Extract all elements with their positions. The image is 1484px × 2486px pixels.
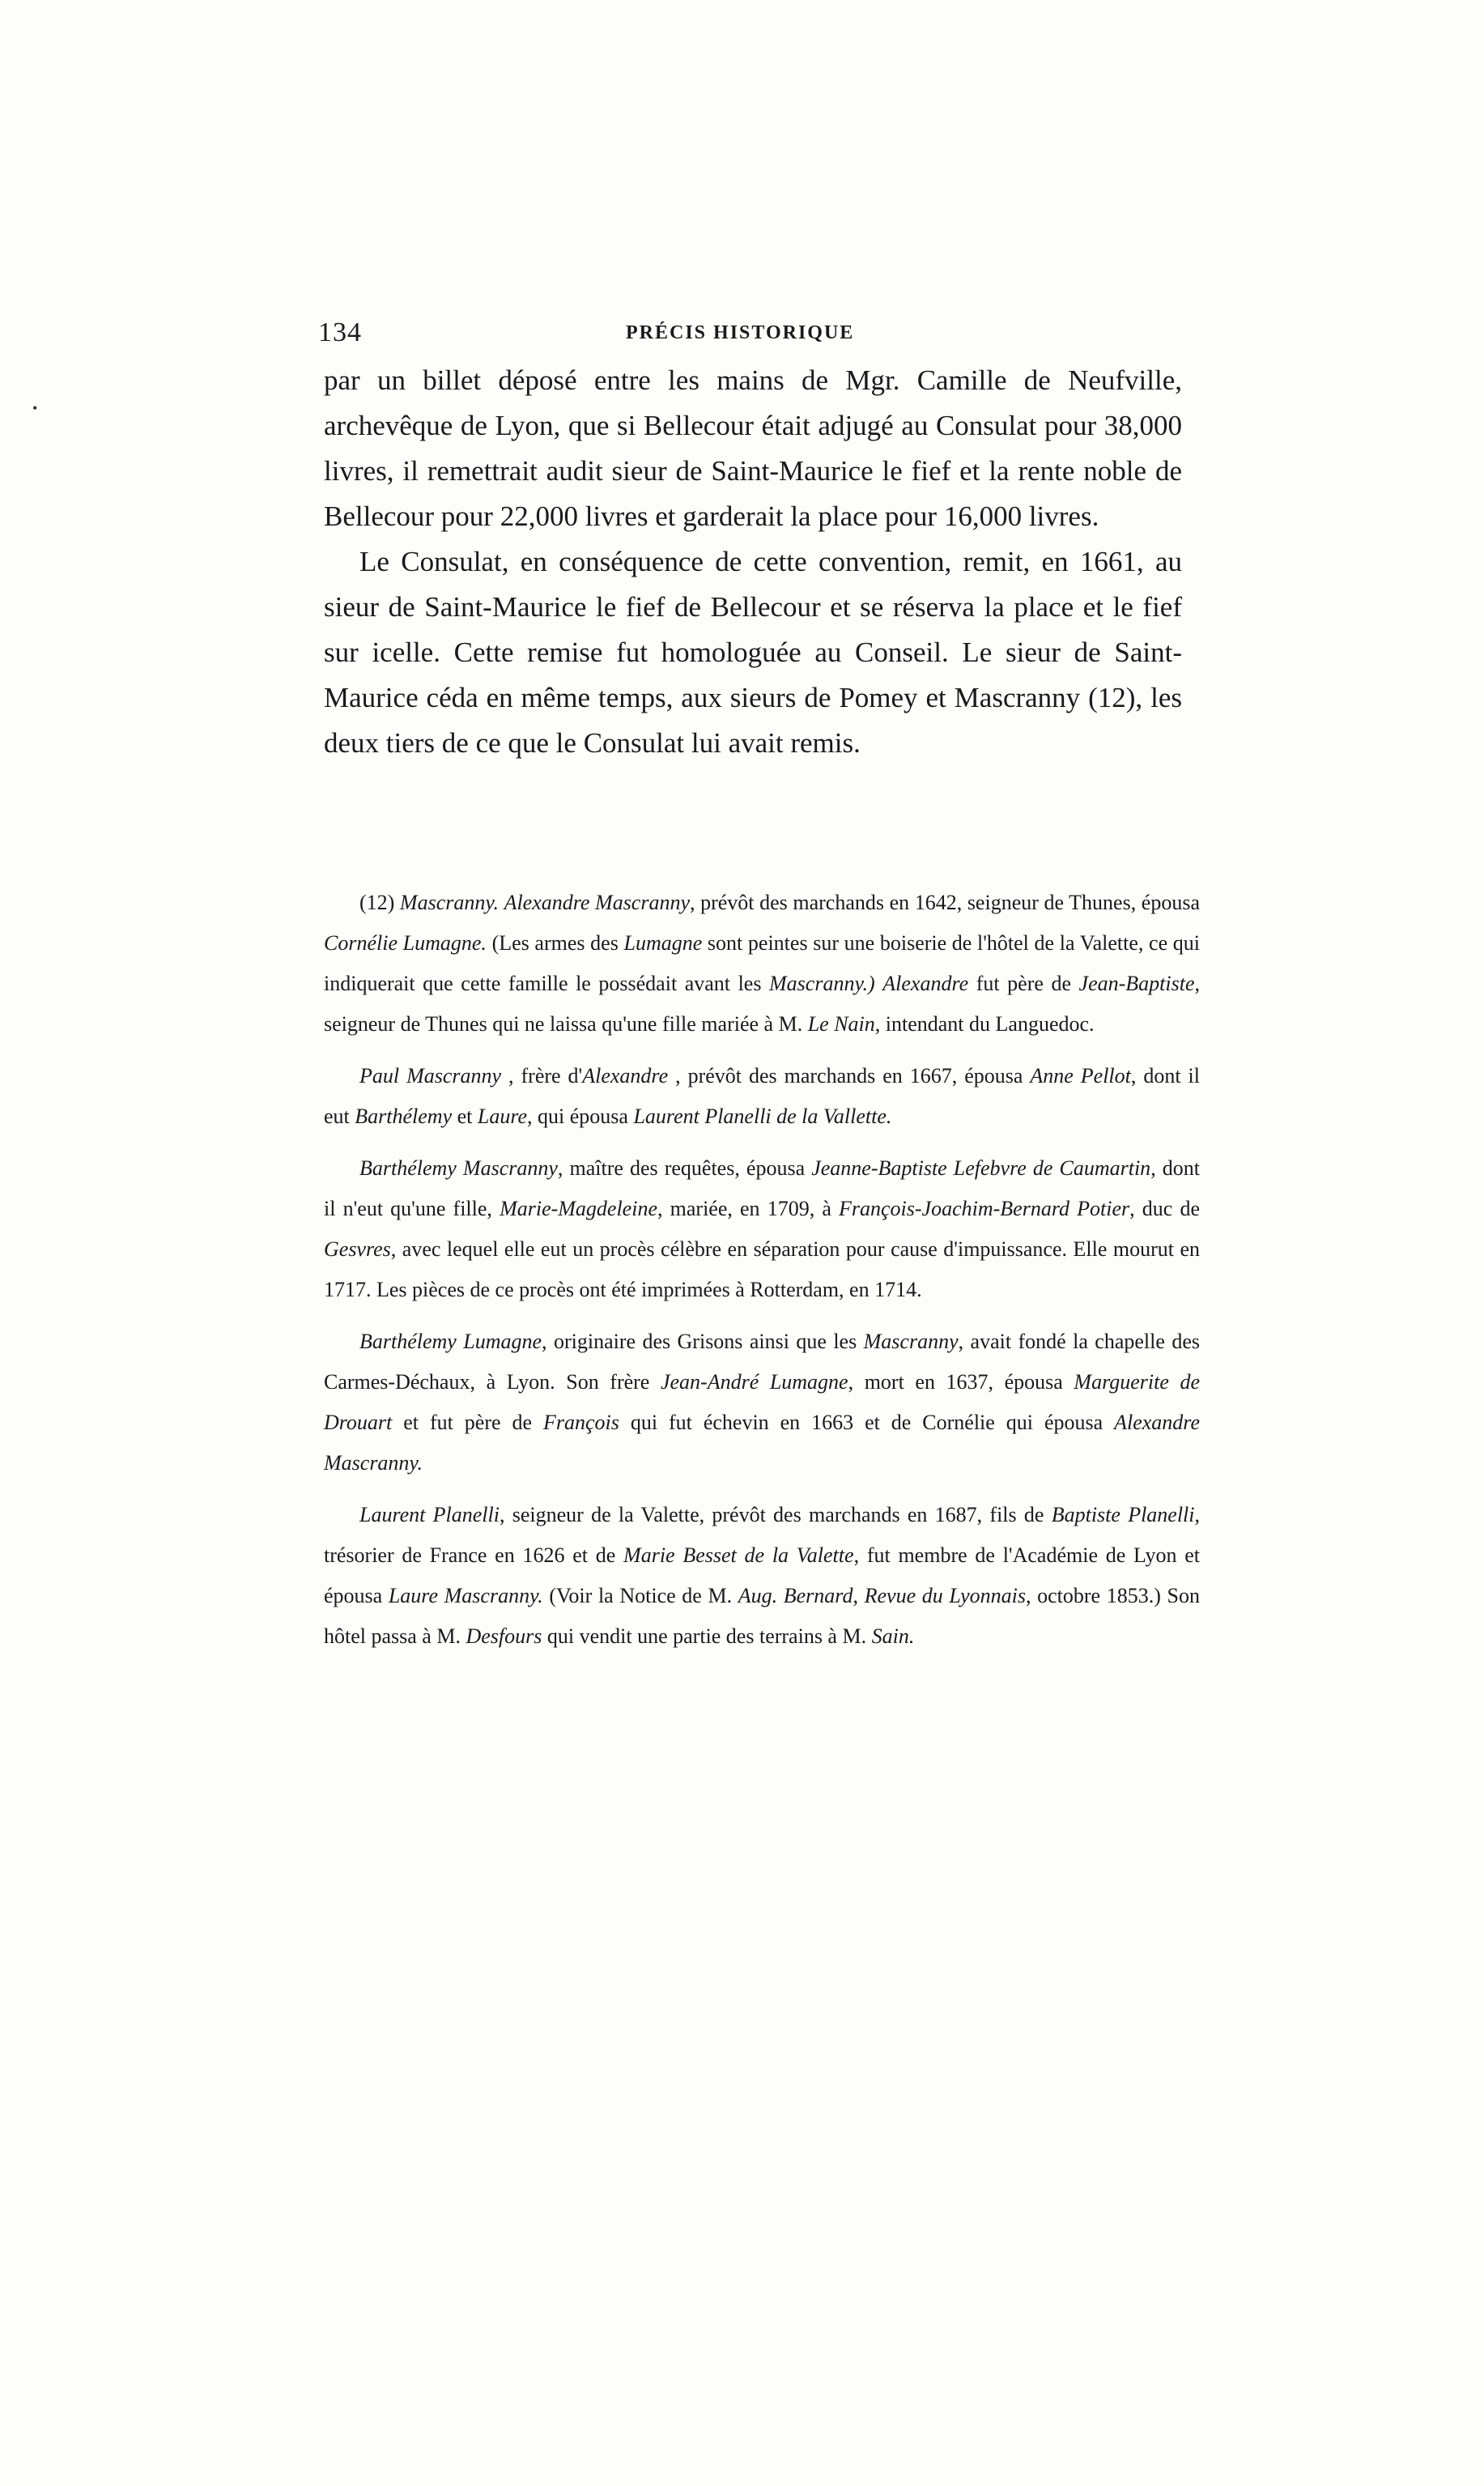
footnote-italic-run: Paul Mascranny [359,1064,502,1088]
footnote-italic-run: Laurent Planelli de la Vallette. [633,1105,892,1128]
footnote-text-run: (Voir la Notice de M. [542,1584,738,1607]
body-paragraph: par un billet déposé entre les mains de Mgr. Camille de Neufville, archevêque de Lyon, que si Bellecour était adjugé au Consulat pour 38,000 livres, il remettrait audit sieur de Saint-Maurice le fief et la rente noble de Bellecour pour 22,000 livres et garderait la place pour 16,000 livres. [324,364,1182,532]
footnote-italic-run: Alexandre Mascranny [504,891,691,914]
footnote-text-run: , qui épousa [527,1105,634,1128]
footnote-text-run: , dont il eut [324,1064,1200,1128]
footnote-text-run: , octobre 1853.) Son hôtel passa à M. [324,1584,1200,1648]
body-paragraph: Le Consulat, en conséquence de cette convention, remit, en 1661, au sieur de Saint-Maurice le fief de Bellecour et se réserva la place et le fief sur icelle. Cette remise fut homologuée au Conseil. Le sieur de Saint-Maurice céda en même temps, aux sieurs de Pomey et Mascranny (12), les deux tiers de ce que le Consulat lui avait remis. [324,546,1182,759]
footnote-text-run: , dont il n'eut qu'une fille, [324,1156,1200,1220]
footnote-italic-run: Aug. Bernard [738,1584,853,1607]
footnote-italic-run: François [542,1411,619,1434]
page-number: 134 [318,317,362,347]
page-header [318,317,1193,353]
footnote-text-run: qui fut échevin en 1663 et de Cornélie qui épousa [619,1411,1115,1434]
footnote-italic-run: Jean-André Lumagne [660,1370,848,1394]
footnote-italic-run: Le Nain [807,1012,875,1036]
footnote-text-run: , duc de [1129,1197,1200,1220]
footnote-italic-run: Mascranny. [399,891,499,914]
footnote-text-run: , maître des requêtes, épousa [557,1156,812,1180]
footnote-text-run: , mort en 1637, épousa [848,1370,1074,1394]
running-title: PRÉCIS HISTORIQUE [626,322,855,343]
footnote-text-run: et [452,1105,478,1128]
footnote-paragraph [324,883,1200,1045]
footnote-italic-run: François-Joachim-Bernard Potier [839,1197,1130,1220]
footnote-text-run: (12) [359,891,400,914]
footnote-text-run: (Les armes des [486,931,624,955]
footnote-paragraph [324,1056,1200,1137]
footnote-italic-run: Revue du Lyonnais [864,1584,1026,1607]
footnote-italic-run: Anne Pellot [1030,1064,1131,1088]
footnote-paragraph [324,1495,1200,1657]
footnote-text-run: , mariée, en 1709, à [657,1197,840,1220]
footnote-italic-run: Baptiste Planelli [1051,1503,1195,1526]
footnote-text-run: , seigneur de la Valette, prévôt des marchands en 1687, fils de [499,1503,1052,1526]
footnote-paragraph [324,1322,1200,1484]
footnote-italic-run: Barthélemy [355,1105,453,1128]
footnote-text-run: , [853,1584,865,1607]
footnote-italic-run: Alexandre Mascranny. [324,1411,1200,1475]
footnote-italic-run: Marie Besset de la Valette [623,1543,854,1567]
footnote-italic-run: Marie-Magdeleine [500,1197,657,1220]
footnote-text-run: , avec lequel elle eut un procès célèbre en séparation pour cause d'impuissance. Elle mourut en 1717. Les pièces de ce procès ont été imprimées à Rotterdam, en 1714. [324,1237,1200,1301]
footnote-italic-run: Barthélemy Mascranny [359,1156,558,1180]
footnote-text-run: , frère d' [501,1064,583,1088]
footnote-text-run: , intendant du Languedoc. [874,1012,1095,1036]
footnote-text-run: , prévôt des marchands en 1642, seigneur de Thunes, épousa [690,891,1200,914]
footnote-italic-run: Laure [477,1105,528,1128]
footnote-italic-run: Desfours [466,1624,542,1648]
footnote-italic-run: Cornélie Lumagne. [324,931,487,955]
footnote-text-run: , avait fondé la chapelle des Carmes-Déchaux, à Lyon. Son frère [324,1330,1200,1394]
footnote-italic-run: Lumagne [623,931,703,955]
footnote-italic-run: Marguerite de Drouart [324,1370,1201,1434]
footnote-italic-run: Barthélemy Lumagne [359,1330,542,1353]
footnote-text-run: fut père de [968,972,1079,995]
footnote-text-run [499,891,504,914]
footnote-italic-run: Sain. [871,1624,915,1648]
footnote-italic-run: Laure Mascranny. [388,1584,543,1607]
footnote-italic-run: Jeanne-Baptiste Lefebvre de Caumartin [811,1156,1151,1180]
footnote-text-run [875,972,883,995]
footnote-italic-run: Gesvres [324,1237,391,1261]
footnote-italic-run: Alexandre [582,1064,669,1088]
footnotes [324,883,1200,1668]
footnote-italic-run: Jean-Baptiste [1078,972,1195,995]
footnote-italic-run: Mascranny.) [769,972,875,995]
margin-mark: • [32,400,38,416]
footnote-text-run: , originaire des Grisons ainsi que les [542,1330,864,1353]
footnote-text-run: sont peintes sur une boiserie de l'hôtel de la Valette, ce qui indiquerait que cette famille le possédait avant les [324,931,1200,995]
main-text [324,358,1182,766]
footnote-text-run: , trésorier de France en 1626 et de [324,1503,1201,1567]
footnote-italic-run: Laurent Planelli [359,1503,500,1526]
footnote-text-run: , fut membre de l'Académie de Lyon et épousa [324,1543,1201,1607]
footnote-text-run: , seigneur de Thunes qui ne laissa qu'une fille mariée à M. [324,972,1200,1036]
footnote-text-run: et fut père de [392,1411,543,1434]
footnote-italic-run: Mascranny [863,1330,959,1353]
footnote-text-run: , prévôt des marchands en 1667, épousa [668,1064,1031,1088]
footnote-text-run: qui vendit une partie des terrains à M. [542,1624,872,1648]
footnote-italic-run: Alexandre [882,972,969,995]
footnote-paragraph [324,1148,1200,1310]
